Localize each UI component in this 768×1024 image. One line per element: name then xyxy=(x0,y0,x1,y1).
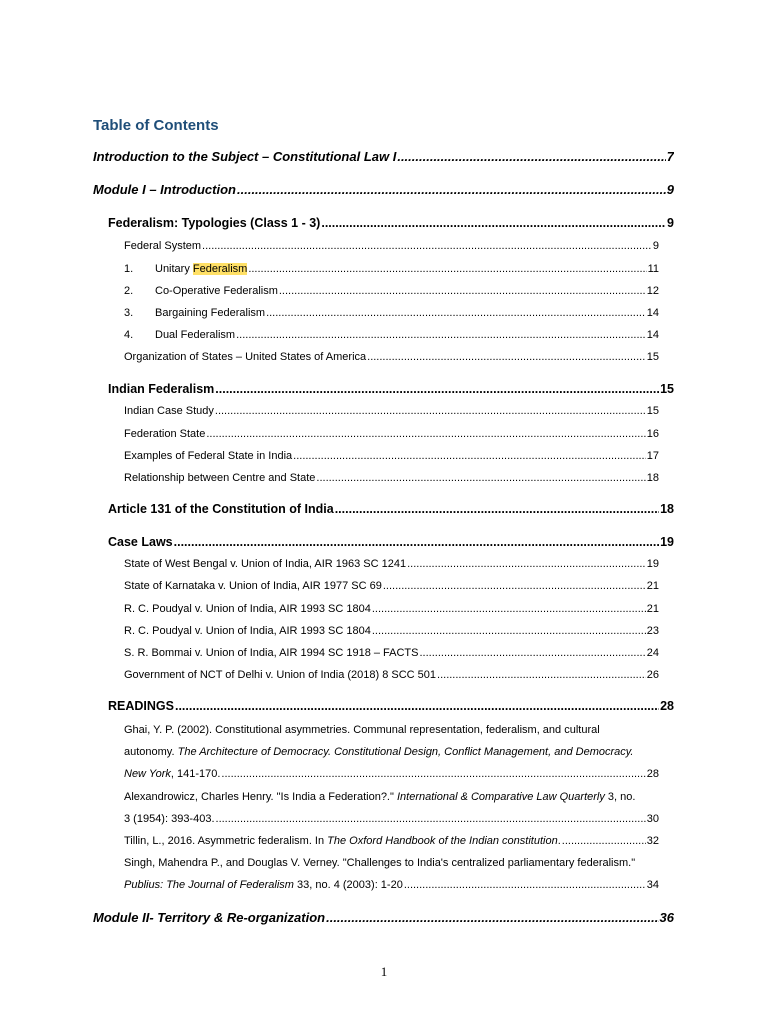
toc-entry-indian-case-study[interactable]: Indian Case Study ..... 15 xyxy=(124,405,659,417)
toc-entry-reading-ghai[interactable]: New York, 141-170. ..... 28 xyxy=(124,768,659,780)
reading-singh-line-1: Singh, Mahendra P., and Douglas V. Verney. "Challenges to India's centralized parliamentary federalism." xyxy=(124,857,636,869)
toc-entry-unitary-federalism[interactable]: 1. Unitary Federalism ..... 11 xyxy=(124,263,659,275)
toc-entry-reading-tillin[interactable]: Tillin, L., 2016. Asymmetric federalism. In The Oxford Handbook of the Indian constitution. ..... 32 xyxy=(124,835,659,847)
toc-entry-karnataka-case[interactable]: State of Karnataka v. Union of India, AIR 1977 SC 69 ..... 21 xyxy=(124,580,659,592)
list-number: 4. xyxy=(124,329,134,341)
page-number: 1 xyxy=(380,964,388,979)
highlighted-text: Federalism xyxy=(192,263,248,275)
toc-entry-federalism-typologies[interactable]: Federalism: Typologies (Class 1 - 3) ..... 9 xyxy=(108,216,674,230)
toc-entry-module-1[interactable]: Module I – Introduction ..... 9 xyxy=(93,182,674,197)
toc-entry-case-laws[interactable]: Case Laws ..... 19 xyxy=(108,535,674,549)
toc-entry-reading-alexandrowicz[interactable]: 3 (1954): 393-403. ..... 30 xyxy=(124,813,659,825)
toc-entry-federal-system[interactable]: Federal System ..... 9 xyxy=(124,240,659,252)
toc-entry-poudyal-case-1[interactable]: R. C. Poudyal v. Union of India, AIR 1993 SC 1804 ..... 21 xyxy=(124,603,659,615)
toc-entry-nct-delhi-case[interactable]: Government of NCT of Delhi v. Union of India (2018) 8 SCC 501 ..... 26 xyxy=(124,669,659,681)
toc-entry-poudyal-case-2[interactable]: R. C. Poudyal v. Union of India, AIR 1993 SC 1804 ..... 23 xyxy=(124,625,659,637)
reading-alexandrowicz-line-1: Alexandrowicz, Charles Henry. "Is India a Federation?." International & Comparative Law Quarterly 3, no. xyxy=(124,791,636,803)
reading-ghai-line-1: Ghai, Y. P. (2002). Constitutional asymmetries. Communal representation, federalism, and cultural xyxy=(124,724,600,736)
toc-entry-federation-state[interactable]: Federation State ..... 16 xyxy=(124,428,659,440)
list-number: 2. xyxy=(124,285,134,297)
reading-ghai-line-2: autonomy. The Architecture of Democracy. Constitutional Design, Conflict Management, and Democracy. xyxy=(124,746,634,758)
list-number: 3. xyxy=(124,307,134,319)
toc-entry-reading-singh[interactable]: Publius: The Journal of Federalism 33, no. 4 (2003): 1-20 ..... 34 xyxy=(124,879,659,891)
toc-entry-cooperative-federalism[interactable]: 2. Co-Operative Federalism ..... 12 xyxy=(124,285,659,297)
toc-entry-dual-federalism[interactable]: 4. Dual Federalism ..... 14 xyxy=(124,329,659,341)
toc-entry-bargaining-federalism[interactable]: 3. Bargaining Federalism ..... 14 xyxy=(124,307,659,319)
toc-entry-readings[interactable]: READINGS ..... 28 xyxy=(108,699,674,713)
toc-entry-bommai-case[interactable]: S. R. Bommai v. Union of India, AIR 1994 SC 1918 – FACTS ..... 24 xyxy=(124,647,659,659)
toc-entry-examples-federal-state[interactable]: Examples of Federal State in India ..... 17 xyxy=(124,450,659,462)
toc-entry-article-131[interactable]: Article 131 of the Constitution of India ..... 18 xyxy=(108,502,674,516)
toc-entry-centre-state-relationship[interactable]: Relationship between Centre and State ..... 18 xyxy=(124,472,659,484)
toc-entry-indian-federalism[interactable]: Indian Federalism ..... 15 xyxy=(108,382,674,396)
list-number: 1. xyxy=(124,263,134,275)
toc-entry-west-bengal-case[interactable]: State of West Bengal v. Union of India, AIR 1963 SC 1241 ..... 19 xyxy=(124,558,659,570)
toc-entry-intro[interactable]: Introduction to the Subject – Constitutional Law I ..... 7 xyxy=(93,149,674,164)
toc-entry-organization-of-states[interactable]: Organization of States – United States of America ..... 15 xyxy=(124,351,659,363)
toc-entry-module-2[interactable]: Module II- Territory & Re-organization ..... 36 xyxy=(93,910,674,925)
toc-title: Table of Contents xyxy=(93,117,219,134)
